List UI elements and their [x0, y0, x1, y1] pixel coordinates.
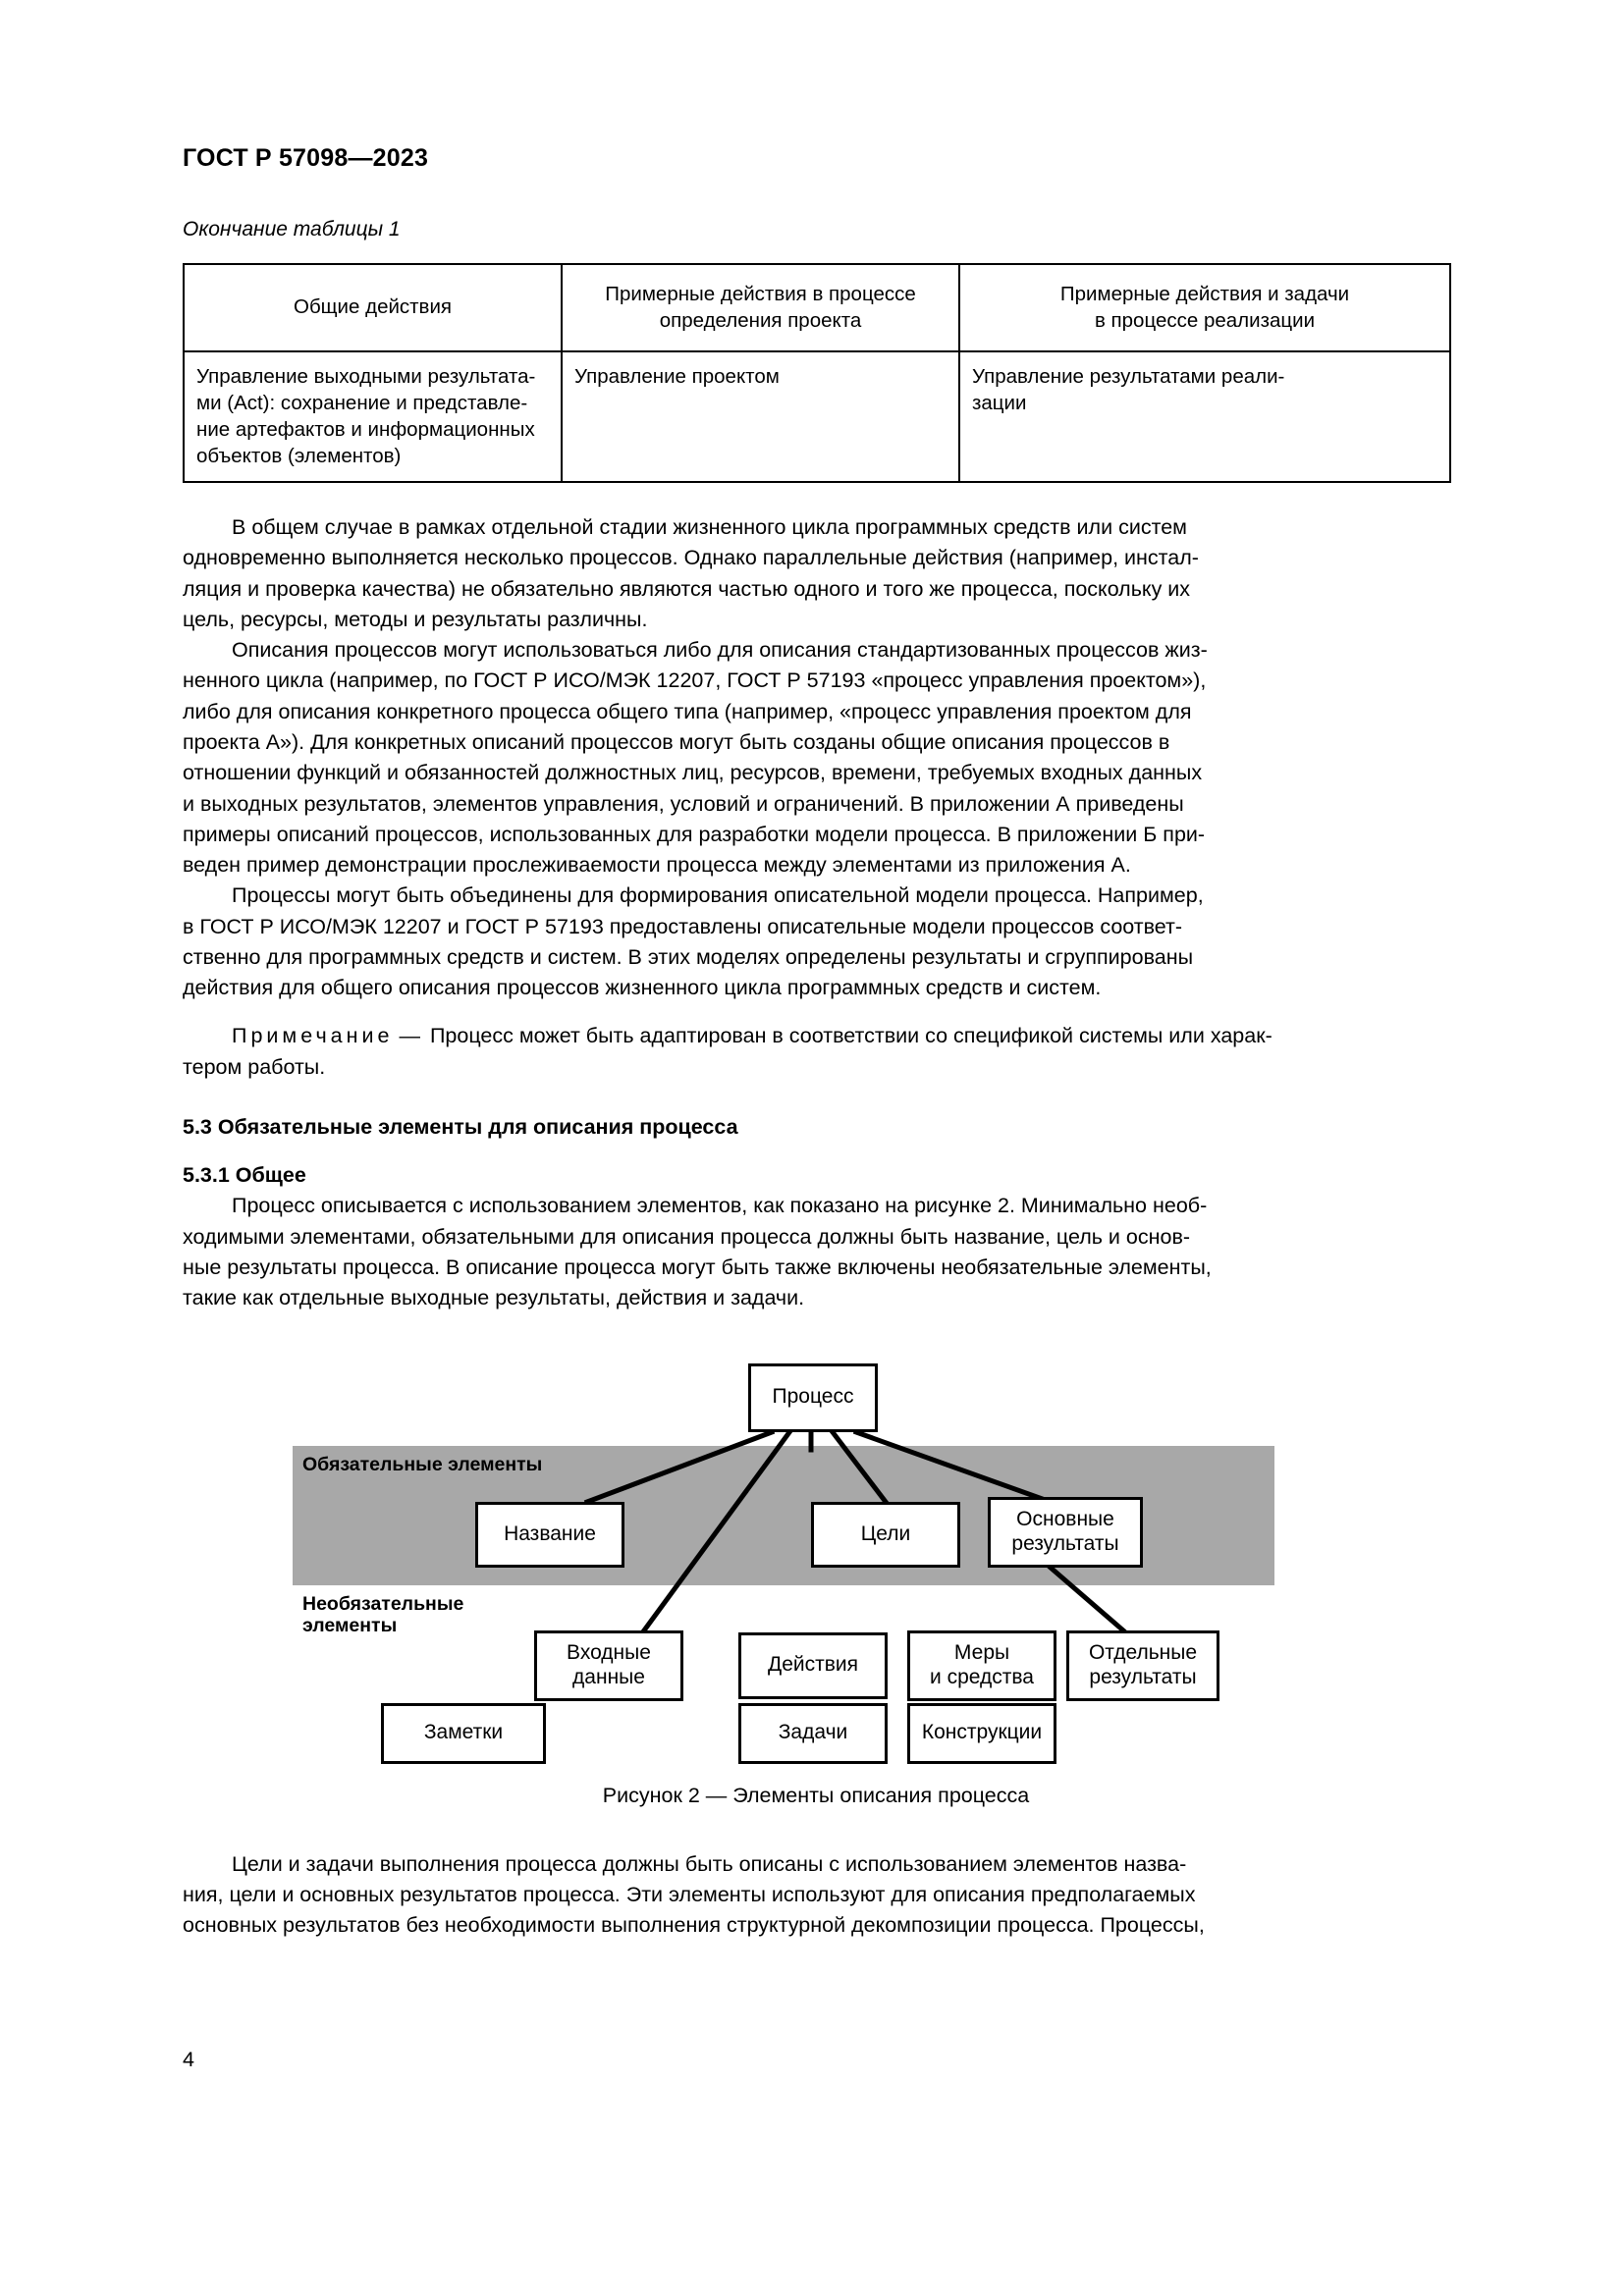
figure-2	[183, 1348, 1449, 1758]
text-line: такие как отдельные выходные результаты, действия и задачи.	[183, 1286, 805, 1310]
node-label: Задачи	[778, 1721, 848, 1744]
cell-line: Управление результатами реали-	[972, 364, 1285, 388]
node-notes	[381, 1703, 546, 1764]
figure-caption: Рисунок 2 — Элементы описания процесса	[602, 1783, 1030, 1807]
text-line: одновременно выполняется несколько процессов. Однако параллельные действия (например, инстал-	[183, 546, 1199, 570]
table-cell-general-actions	[184, 351, 562, 482]
node-label: Основные	[1016, 1507, 1114, 1530]
node-label: Действия	[767, 1653, 858, 1677]
header-line: Общие действия	[294, 295, 452, 319]
node-label: Отдельные	[1088, 1640, 1198, 1664]
table-header-cell-implementation	[959, 264, 1450, 351]
spacer	[183, 1808, 1449, 1849]
table-1-continuation	[183, 263, 1451, 483]
node-main-results	[988, 1497, 1143, 1568]
cell-line: Управление проектом	[574, 364, 780, 388]
note-text-line: Процесс может быть адаптирован в соответствии со спецификой системы или харак-	[429, 1024, 1272, 1048]
spacer	[183, 1003, 1449, 1021]
text-line: тером работы.	[183, 1054, 326, 1079]
page-content	[183, 0, 1449, 1941]
node-label: Заметки	[423, 1721, 504, 1744]
text-line: ляция и проверка качества) не обязательно являются частью одного и того же процесса, поскольку их	[183, 576, 1191, 601]
text-line	[183, 1021, 1449, 1051]
node-actions	[738, 1632, 888, 1699]
table-header-cell-project-definition	[562, 264, 959, 351]
table-row	[184, 351, 1450, 482]
note-dash: —	[399, 1024, 420, 1048]
band-label-text: элементы	[302, 1615, 398, 1637]
node-label: данные	[572, 1665, 645, 1688]
node-process	[748, 1363, 878, 1432]
spacer	[183, 1083, 1449, 1112]
node-label: Цели	[860, 1522, 911, 1545]
table-cell-implementation	[959, 351, 1450, 482]
connector-process-input	[644, 1432, 789, 1630]
connector-main-results-separate	[1051, 1568, 1123, 1630]
text-line: примеры описаний процессов, использованных для разработки модели процесса. В приложении Б при-	[183, 822, 1206, 846]
band-label-text: Обязательные элементы	[302, 1453, 543, 1475]
node-label: результаты	[1089, 1665, 1197, 1688]
text-line: цель, ресурсы, методы и результаты различны.	[183, 607, 648, 631]
paragraph-process-descriptions	[183, 635, 1449, 881]
node-label: Название	[504, 1522, 596, 1545]
header-line: Примерные действия в процессе	[605, 282, 916, 305]
band-label-optional	[302, 1593, 518, 1638]
node-input-data	[534, 1630, 683, 1701]
heading-5-3: 5.3 Обязательные элементы для описания процесса	[183, 1115, 738, 1140]
header-line: в процессе реализации	[1094, 308, 1316, 332]
paragraph-general-case	[183, 512, 1449, 635]
node-name	[475, 1502, 624, 1568]
band-label-text: Необязательные	[302, 1592, 464, 1615]
paragraph-goals-tasks	[183, 1849, 1449, 1942]
table-head	[184, 264, 1450, 351]
text-line: веден пример демонстрации прослеживаемости процесса между элементами из приложения А.	[183, 853, 1131, 878]
text-line: проекта А»). Для конкретных описаний процессов могут быть созданы общие описания процессов в	[183, 729, 1170, 754]
spacer	[183, 1143, 1449, 1160]
node-constructions	[907, 1703, 1056, 1764]
text-line: Описания процессов могут использоваться либо для описания стандартизованных процессов жиз-	[232, 638, 1208, 663]
paragraph-process-models	[183, 881, 1449, 1003]
cell-line: зации	[972, 391, 1027, 414]
node-label: Меры	[953, 1640, 1010, 1664]
cell-line: ми (Act): сохранение и представле-	[196, 391, 528, 414]
text-line: Процесс описывается с использованием элементов, как показано на рисунке 2. Минимально необ-	[232, 1194, 1208, 1218]
table-caption: Окончание таблицы 1	[183, 217, 401, 240]
connector-process-goals	[833, 1432, 886, 1502]
cell-line: ние артефактов и информационных	[196, 417, 535, 441]
note-label: Примечание	[232, 1024, 394, 1048]
node-label: Процесс	[772, 1385, 854, 1409]
node-label: и средства	[930, 1665, 1034, 1688]
text-line: и выходных результатов, элементов управления, условий и ограничений. В приложении А приведены	[183, 791, 1184, 816]
text-line: Цели и задачи выполнения процесса должны быть описаны с использованием элементов назва-	[232, 1851, 1187, 1876]
text-line: Процессы могут быть объединены для формирования описательной модели процесса. Например,	[232, 883, 1204, 908]
text-line: ходимыми элементами, обязательными для описания процесса должны быть название, цель и основ-	[183, 1224, 1191, 1249]
note-block	[183, 1021, 1449, 1083]
table-header-cell-general-actions	[184, 264, 562, 351]
text-line: ния, цели и основных результатов процесса. Эти элементы используют для описания предполагаемых	[183, 1882, 1196, 1906]
cell-line: объектов (элементов)	[196, 444, 402, 467]
header-line: определения проекта	[659, 308, 862, 332]
node-label: Конструкции	[921, 1721, 1043, 1744]
running-head: ГОСТ Р 57098—2023	[183, 144, 429, 172]
node-goals	[811, 1502, 960, 1568]
text-line: ненного цикла (например, по ГОСТ Р ИСО/МЭК 12207, ГОСТ Р 57193 «процесс управления проектом»),	[183, 668, 1207, 693]
paragraph-process-elements	[183, 1191, 1449, 1313]
connector-process-main-results	[856, 1432, 1051, 1502]
text-line: либо для описания конкретного процесса общего типа (например, «процесс управления проектом для	[183, 699, 1192, 723]
node-separate-results	[1066, 1630, 1219, 1701]
text-line: ственно для программных средств и систем. В этих моделях определены результаты и сгруппированы	[183, 944, 1194, 969]
header-line: Примерные действия и задачи	[1059, 282, 1350, 305]
band-label-required	[302, 1454, 656, 1476]
text-line: отношении функций и обязанностей должностных лиц, ресурсов, времени, требуемых входных данных	[183, 761, 1203, 785]
text-line: В общем случае в рамках отдельной стадии жизненного цикла программных средств или систем	[232, 514, 1187, 539]
text-line: в ГОСТ Р ИСО/МЭК 12207 и ГОСТ Р 57193 предоставлены описательные модели процессов соответ-	[183, 914, 1183, 938]
page-number: 4	[183, 2048, 194, 2071]
text-line: ные результаты процесса. В описание процесса могут быть также включены необязательные элементы,	[183, 1255, 1212, 1279]
table-cell-project-definition	[562, 351, 959, 482]
text-line: основных результатов без необходимости выполнения структурной декомпозиции процесса. Процессы,	[183, 1913, 1205, 1938]
heading-5-3-1: 5.3.1 Общее	[183, 1163, 306, 1188]
table-header-row	[184, 264, 1450, 351]
node-tasks	[738, 1703, 888, 1764]
figure-canvas	[183, 1348, 1449, 1758]
spacer	[183, 483, 1449, 512]
table-body	[184, 351, 1450, 482]
text-line: действия для общего описания процессов жизненного цикла программных средств и систем.	[183, 976, 1102, 1000]
node-label: результаты	[1011, 1531, 1119, 1555]
cell-line: Управление выходными результата-	[196, 364, 536, 388]
node-measures	[907, 1630, 1056, 1701]
node-label: Входные	[567, 1640, 651, 1664]
